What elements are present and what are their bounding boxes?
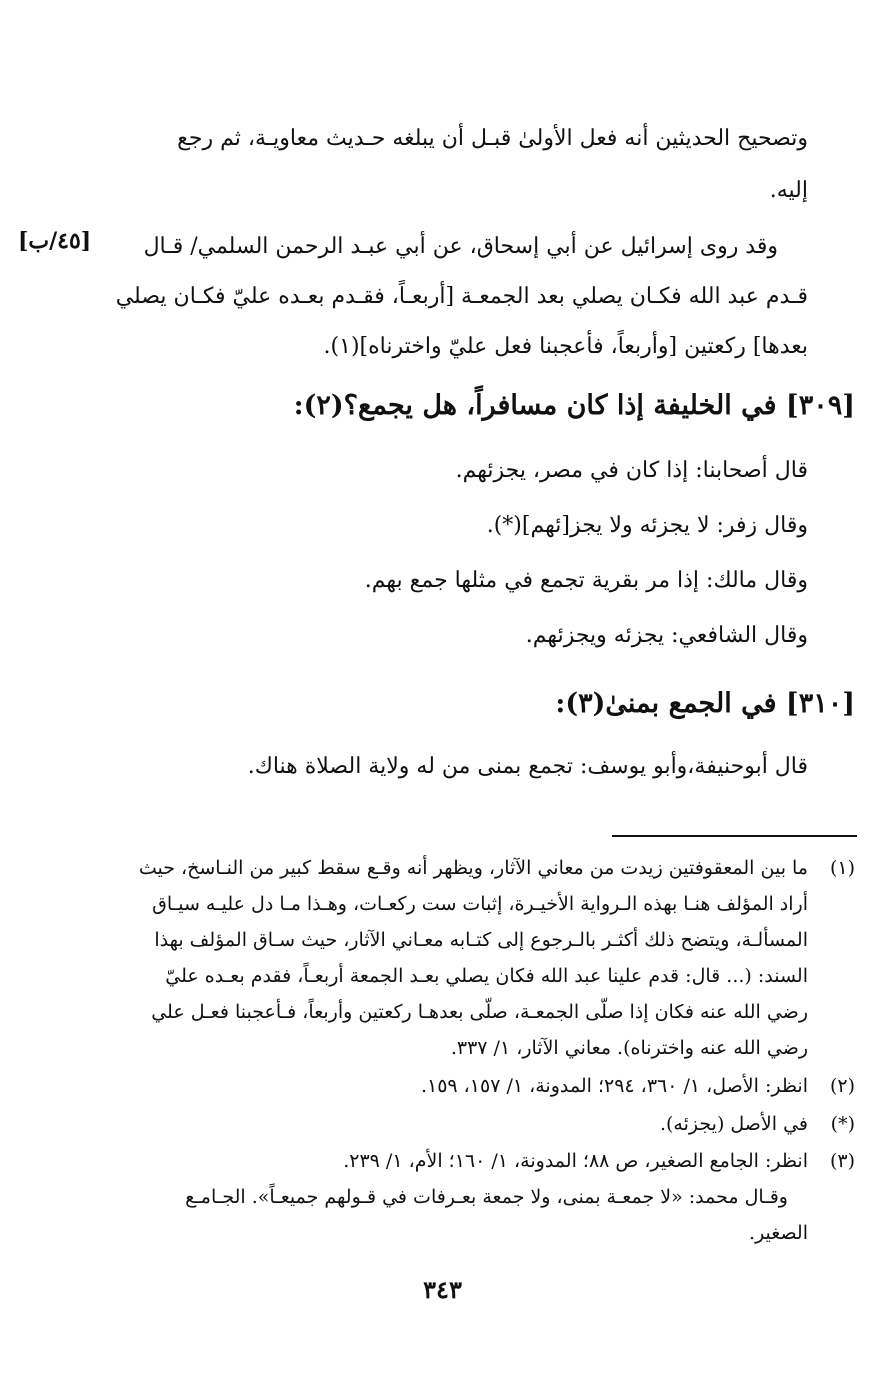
folio-marker: [٤٥/ب] [18, 228, 92, 254]
section-line: وقال زفر: لا يجزئه ولا يجز[ئهم](*). [486, 513, 808, 538]
paragraph-line: بعدها] ركعتين [وأربعاً، فأعجبنا فعل عليّ واخترناه](١). [323, 334, 808, 359]
footnote-3 [78, 1150, 808, 1260]
paragraph-2 [108, 236, 808, 366]
footnote-1 [78, 857, 808, 1077]
paragraph-line: قـدم عبد الله فكـان يصلي بعد الجمعـة [أربعـاً، فقـدم بعـده عليّ فكـان يصلي [115, 284, 808, 309]
section-line: قال أصحابنا: إذا كان في مصر، يجزئهم. [455, 458, 808, 483]
paragraph-line: إليه. [769, 178, 808, 203]
footnote-line: السند: (... قال: قدم علينا عبد الله فكان يصلي بعـد الجمعة أربعـاً، فقدم بعـده عليّ [165, 965, 808, 987]
footnote-marker: (٢) [829, 1075, 855, 1097]
section-heading: [٣٠٩] في الخليفة إذا كان مسافراً، هل يجمع؟(٢): [293, 390, 855, 421]
footnote-line: ما بين المعقوفتين زيدت من معاني الآثار، ويظهر أنه وقـع سقط كبير من النـاسخ، حيث [138, 857, 808, 879]
footnote-marker: (*) [830, 1113, 855, 1135]
paragraph-line: وقد روى إسرائيل عن أبي إسحاق، عن أبي عبـد الرحمن السلمي/ قـال [143, 234, 778, 259]
section-line: وقال مالك: إذا مر بقرية تجمع في مثلها جمع بهم. [364, 568, 808, 593]
page-number: ٣٤٣ [423, 1275, 462, 1304]
footnote-asterisk [78, 1113, 808, 1143]
section-line: وقال الشافعي: يجزئه ويجزئهم. [525, 623, 808, 648]
footnote-line: المسألـة، ويتضح ذلك أكثـر بالـرجوع إلى كتـابه معـاني الآثار، حيث سـاق المؤلف بهذا [154, 929, 808, 951]
section-310 [30, 688, 855, 798]
footnote-marker: (١) [829, 857, 855, 879]
footnote-line: انظر: الأصل، ١/ ٣٦٠، ٢٩٤؛ المدونة، ١/ ١٥٧، ١٥٩. [420, 1075, 808, 1097]
footnote-marker: (٣) [829, 1150, 855, 1172]
footnote-line: أراد المؤلف هنـا بهذه الـرواية الأخيـرة، إثبات ست ركعـات، وهـذا مـا دل عليـه سيـاق [152, 893, 808, 915]
footnote-line: الصغير. [749, 1222, 808, 1244]
footnote-line: رضي الله عنه فكان إذا صلّى الجمعـة، صلّى بعدهـا ركعتين وأربعاً، فـأعجبنا فعـل علي [151, 1001, 808, 1023]
footnote-line: في الأصل (يجزئه). [659, 1113, 808, 1135]
footnote-line: رضي الله عنه واخترناه). معاني الآثار، ١/ ٣٣٧. [450, 1037, 808, 1059]
footnote-2 [78, 1075, 808, 1105]
paragraph-line: وتصحيح الحديثين أنه فعل الأولىٰ قبـل أن يبلغه حـديث معاويـة، ثم رجع [177, 126, 808, 151]
section-line: قال أبوحنيفة،وأبو يوسف: تجمع بمنى من له ولاية الصلاة هناك. [247, 754, 808, 779]
section-heading: [٣١٠] في الجمع بمنىٰ(٣): [555, 688, 855, 719]
section-309 [30, 390, 855, 670]
footnote-divider [612, 835, 857, 837]
paragraph-1 [108, 128, 808, 228]
footnote-line: انظر: الجامع الصغير، ص ٨٨؛ المدونة، ١/ ١٦٠؛ الأم، ١/ ٢٣٩. [343, 1150, 808, 1172]
footnote-line: وقـال محمد: «لا جمعـة بمنى، ولا جمعة بعـرفات في قـولهم جميعـاً». الجـامـع [185, 1186, 788, 1208]
